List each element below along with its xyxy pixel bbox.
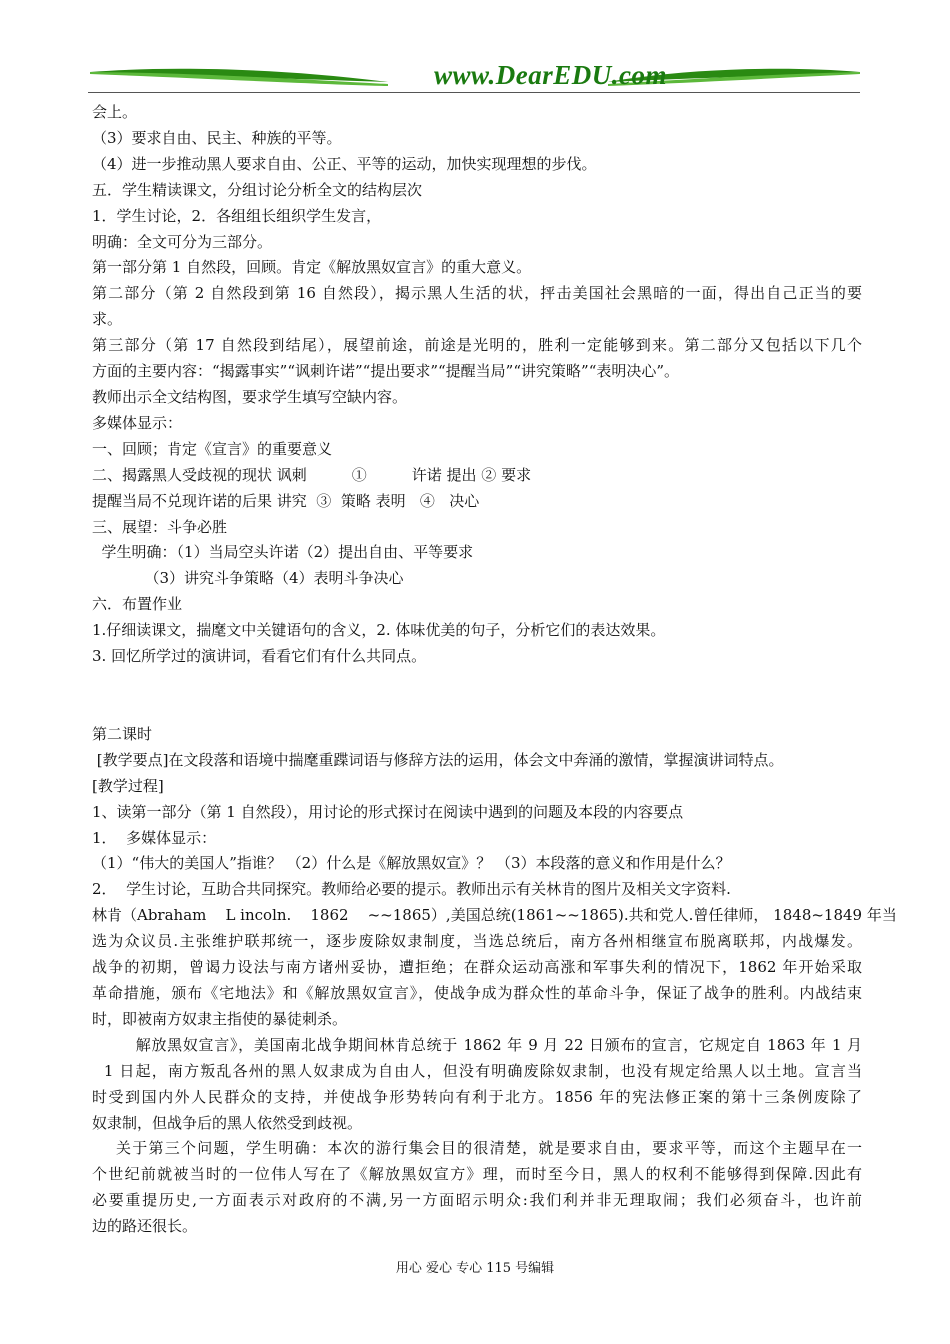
text-line: 1 日起，南方叛乱各州的黑人奴隶成为自由人，但没有明确废除奴隶制，也没有规定给黑人以土地。宣言当 bbox=[92, 1061, 862, 1080]
text-line: （3）讲究斗争策略（4）表明斗争决心 bbox=[92, 569, 404, 588]
text-line: 二、揭露黑人受歧视的现状 讽刺 ① 许诺 提出 ② 要求 bbox=[92, 465, 532, 484]
text-line: 提醒当局不兑现许诺的后果 讲究 ③ 策略 表明 ④ 决心 bbox=[92, 491, 480, 510]
site-banner bbox=[88, 58, 862, 96]
text-line: 方面的主要内容：“揭露事实”“讽刺许诺”“提出要求”“提醒当局”“讲究策略”“表明决心”。 bbox=[92, 362, 680, 381]
text-line: （3）要求自由、民主、种族的平等。 bbox=[92, 128, 342, 147]
text-line: [教学过程] bbox=[92, 776, 164, 795]
text-line: 选为众议员.主张维护联邦统一，逐步废除奴隶制度，当选总统后，南方各州相继宣布脱离联邦，内战爆发。 bbox=[92, 932, 862, 951]
text-line: 必要重提历史,一方面表示对政府的不满,另一方面昭示明众:我们利并非无理取闹；我们必须奋斗，也许前 bbox=[92, 1191, 862, 1210]
text-line: 林肯（Abraham L incoln. 1862 ~~1865）,美国总统(1861~~1865).共和党人.曾任律师， 1848~1849 年当 bbox=[92, 906, 897, 925]
text-line: 1、读第一部分（第 1 自然段），用讨论的形式探讨在阅读中遇到的问题及本段的内容要点 bbox=[92, 802, 684, 821]
text-line: 时受到国内外人民群众的支持，并使战争形势转向有利于北方。1856 年的宪法修正案的第十三条例废除了 bbox=[92, 1087, 862, 1106]
lesson-heading: 第二课时 bbox=[92, 724, 153, 743]
text-line: [教学要点]在文段落和语境中揣麾重蹀词语与修辞方法的运用，体会文中奔涌的激情，掌握演讲词特点。 bbox=[92, 750, 784, 769]
paragraph-gap bbox=[92, 670, 862, 722]
document-body bbox=[92, 100, 897, 1240]
page-footer: 用心 爱心 专心 115 号编辑 bbox=[395, 1261, 555, 1276]
section-heading: 六．布置作业 bbox=[92, 595, 183, 614]
text-line: 教师出示全文结构图，要求学生填写空缺内容。 bbox=[92, 387, 408, 406]
text-line: 1．学生讨论，2．各组组长组织学生发言， bbox=[92, 206, 382, 225]
text-line: 第一部分第 1 自然段，回顾。肯定《解放黑奴宣言》的重大意义。 bbox=[92, 258, 532, 277]
text-line: 奴隶制，但战争后的黑人依然受到歧视。 bbox=[92, 1113, 363, 1132]
text-line: 求。 bbox=[92, 310, 123, 329]
text-line: 学生明确：（1）当局空头许诺（2）提出自由、平等要求 bbox=[92, 543, 474, 562]
text-line: 边的路还很长。 bbox=[92, 1217, 198, 1236]
text-line: 三、展望：斗争必胜 bbox=[92, 517, 228, 536]
text-line: 会上。 bbox=[92, 103, 138, 121]
text-line: 明确：全文可分为三部分。 bbox=[92, 232, 273, 251]
section-heading: 五．学生精读课文，分组讨论分析全文的结构层次 bbox=[92, 180, 423, 199]
text-line: 1． 多媒体显示： bbox=[92, 828, 217, 847]
text-line: 解放黑奴宣言》，美国南北战争期间林肯总统于 1862 年 9 月 22 日颁布的宣言，它规定自 1863 年 1 月 bbox=[92, 1035, 862, 1054]
text-line: 时，即被南方奴隶主指使的暴徒刺杀。 bbox=[92, 1009, 348, 1028]
text-line: 战争的初期，曾谒力设法与南方诸州妥协，遭拒绝；在群众运动高涨和军事失利的情况下，1862 年开始采取 bbox=[92, 958, 862, 977]
text-line: 多媒体显示： bbox=[92, 413, 183, 432]
text-line: 3. 回忆所学过的演讲词，看看它们有什么共同点。 bbox=[92, 647, 427, 666]
text-line: 个世纪前就被当时的一位伟人写在了《解放黑奴宣方》理，而时至今日，黑人的权利不能够得到保障.因此有 bbox=[92, 1165, 862, 1184]
text-line: 1.仔细读课文，揣麾文中关键语句的含义，2. 体味优美的句子，分析它们的表达效果。 bbox=[92, 621, 666, 640]
site-logo[interactable]: www.DearEDU.com bbox=[433, 60, 667, 90]
text-line: 关于第三个问题，学生明确：本次的游行集会目的很清楚，就是要求自由，要求平等，而这个主题早在一 bbox=[92, 1139, 862, 1158]
text-line: （1）“伟大的美国人”指谁？ （2）什么是《解放黑奴宣》？ （3）本段落的意义和作用是什么？ bbox=[92, 854, 731, 873]
text-line: 革命措施，颁布《宅地法》和《解放黑奴宣言》，使战争成为群众性的革命斗争，保证了战争的胜利。内战结束 bbox=[92, 984, 862, 1002]
text-line: 一、回顾；肯定《宣言》的重要意义 bbox=[92, 439, 333, 458]
text-line: 第三部分（第 17 自然段到结尾），展望前途，前途是光明的，胜利一定能够到来。第二部分又包括以下几个 bbox=[92, 336, 862, 355]
text-line: （4）进一步推动黑人要求自由、公正、平等的运动，加快实现理想的步伐。 bbox=[92, 154, 597, 173]
text-line: 2． 学生讨论，互助合共同探究。教师给必要的提示。教师出示有关林肯的图片及相关文字资料. bbox=[92, 880, 731, 899]
text-line: 第二部分（第 2 自然段到第 16 自然段），揭示黑人生活的状，抨击美国社会黑暗的一面，得出自己正当的要 bbox=[92, 284, 862, 303]
header-rule bbox=[88, 92, 860, 93]
